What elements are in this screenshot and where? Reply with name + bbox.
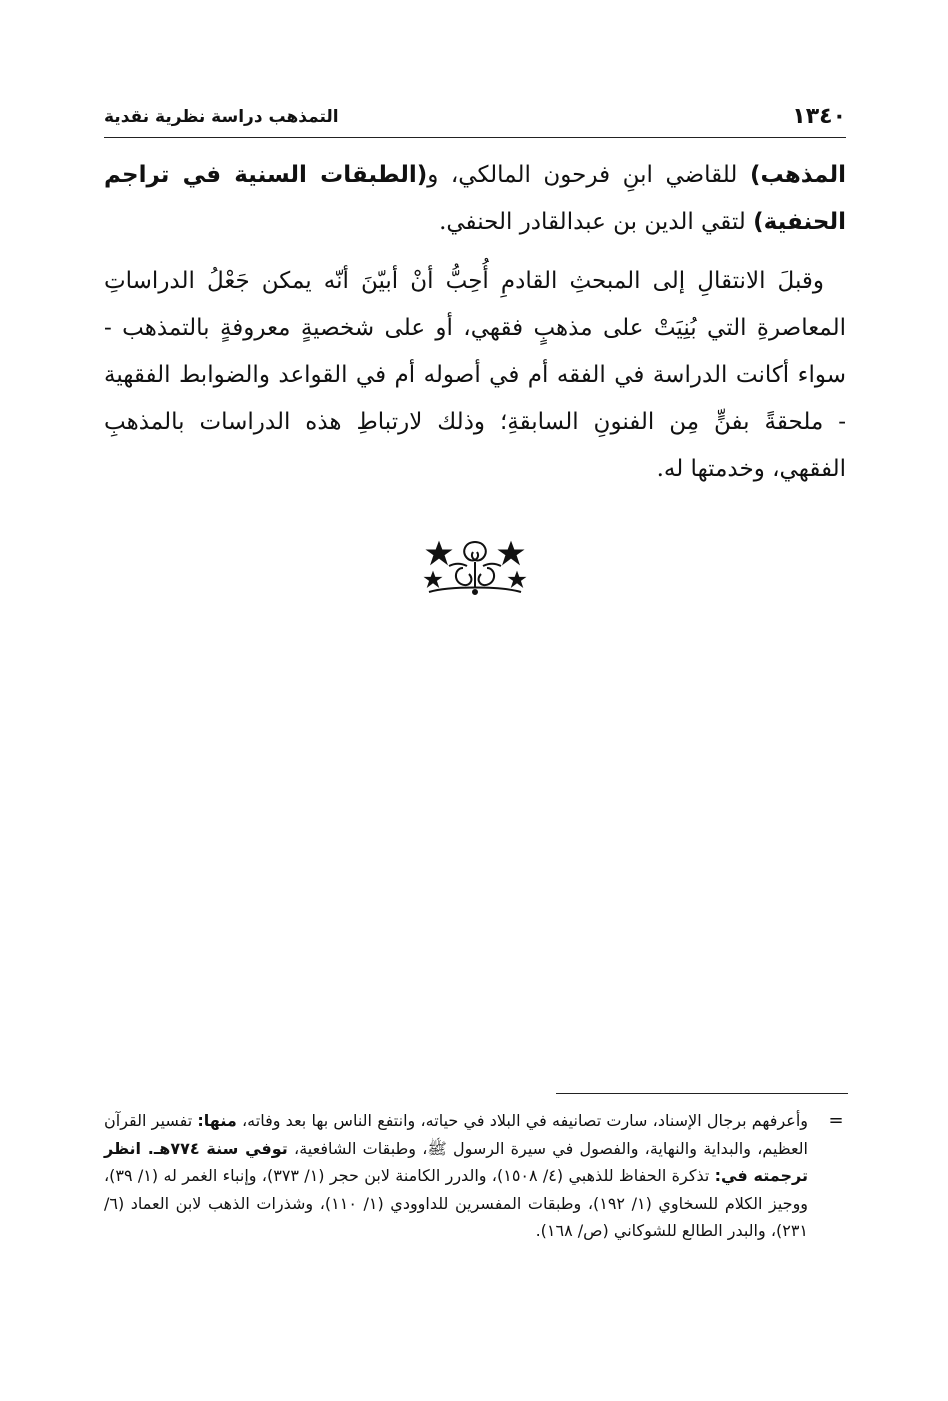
footnote-continuation-marker: =: [828, 1110, 844, 1131]
bold-book-title: (الطبقات السنية في تراجم الحنفية): [104, 162, 846, 235]
footnote-text-c: تذكرة الحفاظ للذهبي (٤/ ١٥٠٨)، والدرر الكامنة لابن حجر (١/ ٣٧٣)، وإنباء الغمر له (١/ ٣٩)، ووجيز الكلام للسخاوي (١/ ١٩٢)، وطبقات المفسرين للداوودي (١/ ١١٠)، وشذرات الذهب لابن العماد (٦/ ٢٣١)، والبدر الطالع للشوكاني (ص/ ١٦٨).: [104, 1166, 809, 1240]
footnote-text-b: تفسير القرآن العظيم، والبداية والنهاية، والفصول في سيرة الرسول ﷺ، وطبقات الشافعية،: [104, 1111, 808, 1158]
page-number: ١٣٤٠: [792, 104, 846, 129]
header-rule: [104, 137, 846, 138]
paragraph-1-text-b: لتقي الدين بن عبدالقادر الحنفي.: [439, 209, 754, 235]
bold-title-end: المذهب): [749, 162, 846, 188]
paragraph-1-text-a: للقاضي ابنِ فرحون المالكي، و: [427, 162, 750, 188]
footnote: [104, 1107, 808, 1245]
page-header: [104, 100, 846, 134]
footnote-rule: [556, 1093, 848, 1094]
footnote-text-a: وأعرفهم برجال الإسناد، سارت تصانيفه في البلاد في حياته، وانتفع الناس بها بعد وفاته،: [236, 1111, 808, 1130]
footnote-bold-b: توفي سنة ٧٧٤هـ. انظر ترجمته في:: [104, 1138, 808, 1185]
floral-ornament-icon: [419, 536, 531, 596]
paragraph-1: [104, 152, 846, 246]
running-title: التمذهب دراسة نظرية نقدية: [104, 107, 339, 127]
paragraph-2: وقبلَ الانتقالِ إلى المبحثِ القادمِ أُحِبُّ أنْ أبيّنَ أنّه يمكن جَعْلُ الدراساتِ المعاصرةِ التي بُنِيَتْ على مذهبٍ فقهي، أو على شخصيةٍ معروفةٍ بالتمذهب - سواء أكانت الدراسة في الفقه أم في أصوله أم في القواعد والضوابط الفقهية - ملحقةً بفنٍّ مِن الفنونِ السابقةِ؛ وذلك لارتباطِ هذه الدراسات بالمذهبِ الفقهي، وخدمتها له.: [104, 268, 846, 482]
footnote-bold-a: منها:: [197, 1111, 237, 1130]
main-text: [104, 152, 846, 493]
